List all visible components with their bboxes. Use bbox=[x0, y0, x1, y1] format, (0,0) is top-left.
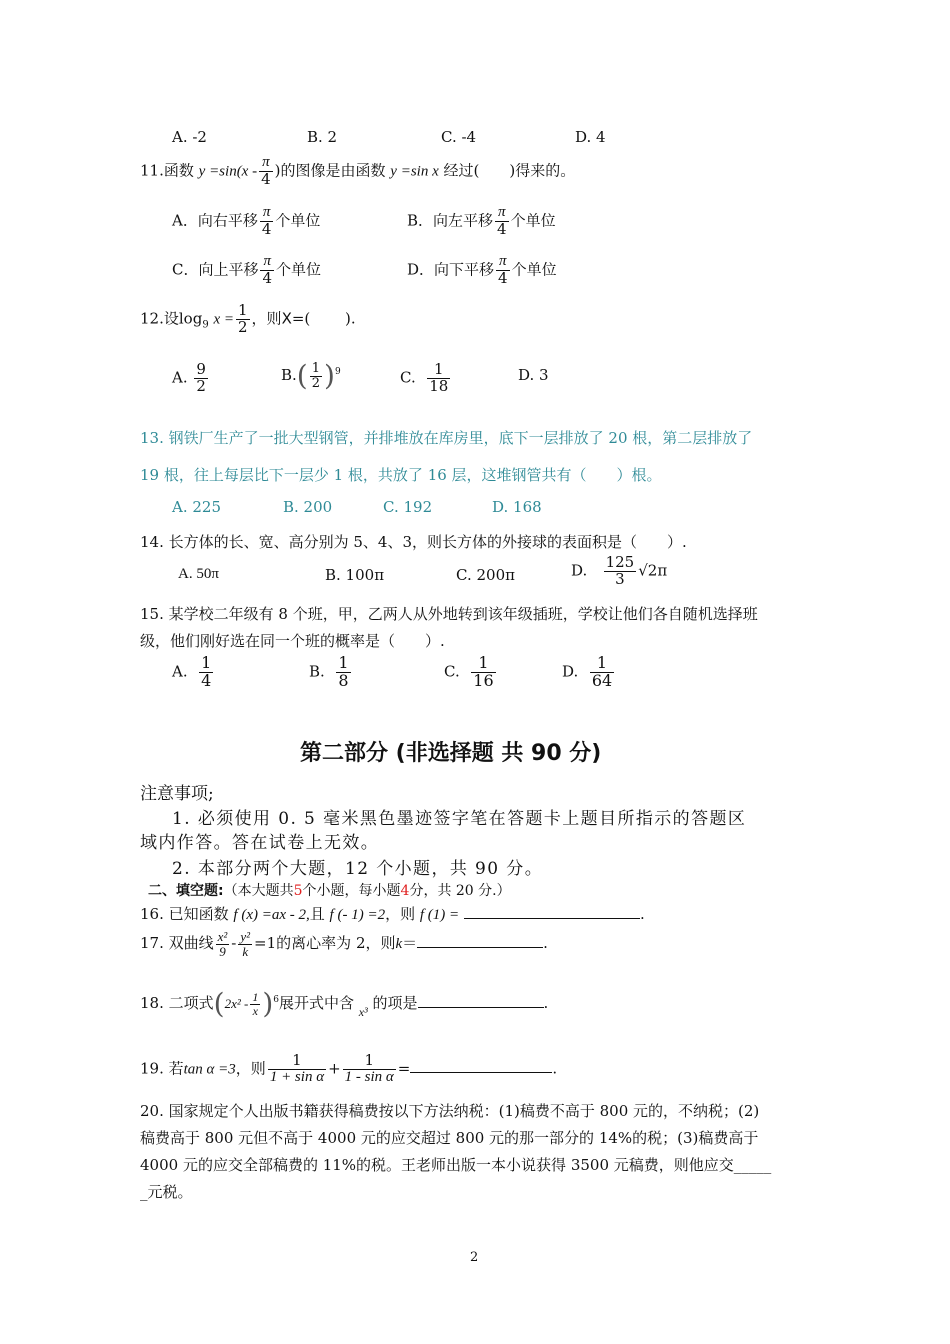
q11-d-unit: 个单位 bbox=[511, 260, 557, 279]
q13-option-b: B. 200 bbox=[283, 498, 333, 516]
q18-mid: 展开式中含 bbox=[278, 994, 354, 1012]
q11-b-den: 4 bbox=[497, 219, 507, 238]
q17-end: . bbox=[543, 934, 548, 953]
q13-line1: 13. 钢铁厂生产了一批大型钢管，并排堆放在库房里，底下一层排放了 20 根，第二层排放了 bbox=[140, 429, 753, 447]
q20-line2: 稿费高于 800 元但不高于 4000 元的应交超过 800 元的那一部分的 14%的税；(3)稿费高于 bbox=[140, 1129, 759, 1147]
q13-option-c: C. 192 bbox=[383, 498, 433, 516]
q16 bbox=[140, 903, 645, 924]
q13-line2: 19 根，往上每层比下一层少 1 根，共放了 16 层，这堆钢管共有（ ）根。 bbox=[140, 466, 662, 484]
q11-y-expression: y =sin(x - bbox=[198, 163, 258, 180]
q15-c-den: 16 bbox=[473, 670, 494, 690]
q19-num1: 1 bbox=[268, 1053, 326, 1070]
q11-text-mid: 的图像是由函数 bbox=[280, 161, 386, 180]
q11-y-sin: y =sin x bbox=[390, 163, 439, 180]
q14-option-a: A. 50π bbox=[178, 566, 219, 582]
q12-c-num: 1 bbox=[427, 362, 450, 379]
q15-line1: 15. 某学校二年级有 8 个班，甲，乙两人从外地转到该年级插班，学校让他们各自随机选择班 bbox=[140, 605, 758, 623]
q15-b-label: B. bbox=[309, 662, 325, 681]
q11-a-num: π bbox=[260, 205, 274, 222]
q19 bbox=[140, 1053, 557, 1086]
q14-option-d bbox=[571, 555, 667, 588]
q12-a-den: 2 bbox=[196, 376, 206, 395]
q17-answer-blank[interactable] bbox=[417, 933, 543, 948]
q10-option-a: A. -2 bbox=[172, 128, 207, 146]
q10-option-c: C. -4 bbox=[441, 128, 477, 146]
q10-option-d: D. 4 bbox=[575, 128, 606, 146]
q11-b-unit: 个单位 bbox=[510, 211, 556, 230]
q20-line3: 4000 元的应交全部稿费的 11%的税。王老师出版一本小说获得 3500 元稿费，则他应交_____ bbox=[140, 1156, 772, 1174]
q19-answer-blank[interactable] bbox=[410, 1058, 552, 1073]
q12-pre: 设 bbox=[163, 309, 179, 328]
q12-a-num: 9 bbox=[196, 360, 206, 378]
q15-line2: 级，他们刚好选在同一个班的概率是（ ）. bbox=[140, 632, 445, 650]
q12-b-den: 2 bbox=[311, 375, 321, 391]
section2-header bbox=[148, 880, 511, 900]
q18-pre: 18. 二项式 bbox=[140, 994, 214, 1012]
q18-exponent: 6 bbox=[273, 995, 279, 1005]
q15-option-b bbox=[309, 655, 353, 690]
q19-then: ，则 bbox=[235, 1059, 266, 1078]
q12-x-eq: x = bbox=[213, 311, 234, 328]
q11-frac-num: π bbox=[259, 155, 273, 172]
q18-one: 1 bbox=[252, 989, 259, 1004]
q11-option-c-text: C．向上平移 bbox=[172, 260, 259, 279]
q15-c-label: C. bbox=[444, 662, 460, 681]
q15-option-c bbox=[444, 655, 498, 690]
q15-c-num: 1 bbox=[471, 655, 495, 673]
q11-c-den: 4 bbox=[262, 268, 273, 287]
q12-option-b: B.( $\frac{1}{2}$ )$^9$ bbox=[281, 359, 341, 393]
section2-desc-pre: （本大题共 bbox=[223, 883, 294, 899]
q12-then: ，则 bbox=[251, 309, 282, 328]
q12-frac-den: 2 bbox=[238, 317, 248, 336]
q15-b-num: 1 bbox=[338, 653, 349, 672]
q11-option-a-text: A．向右平移 bbox=[172, 211, 258, 230]
q17-eq1: =1 bbox=[254, 934, 277, 953]
q11-c-unit: 个单位 bbox=[276, 260, 322, 279]
q14-d-den: 3 bbox=[615, 569, 625, 588]
q16-fneg1: f (- 1) =2 bbox=[329, 907, 386, 923]
q16-pre: 16. 已知函数 bbox=[140, 905, 229, 923]
q14-d-rest: √2π bbox=[638, 561, 668, 580]
q12-c-den: 18 bbox=[429, 376, 449, 395]
page-number: 2 bbox=[470, 1250, 479, 1265]
q16-then: ，则 bbox=[385, 905, 416, 923]
q16-answer-blank[interactable] bbox=[464, 904, 640, 919]
q19-den1: 1 + sin α bbox=[269, 1068, 325, 1085]
q17-eq: ＝ bbox=[402, 934, 418, 953]
q11-a-den: 4 bbox=[261, 219, 272, 238]
q11-frac-den: 4 bbox=[261, 169, 271, 188]
q12-b-num: 1 bbox=[311, 361, 321, 376]
q18-x: x bbox=[252, 1003, 258, 1018]
q14-option-c: C. 200π bbox=[456, 566, 515, 584]
q11-option-b bbox=[407, 205, 556, 238]
q12-option-a bbox=[172, 362, 210, 395]
q11-d-num: π bbox=[496, 254, 510, 271]
q12-log: log bbox=[178, 309, 203, 328]
q17-x2: x² bbox=[217, 929, 228, 944]
q18-post: 的项是 bbox=[372, 994, 418, 1012]
q11-d-den: 4 bbox=[498, 268, 508, 287]
q11-text-post: 经过( )得来的。 bbox=[443, 161, 576, 180]
q10-option-b: B. 2 bbox=[307, 128, 338, 146]
part2-title: 第二部分 (非选择题 共 90 分) bbox=[300, 741, 602, 766]
q15-d-den: 64 bbox=[591, 670, 613, 690]
q11-a-unit: 个单位 bbox=[275, 211, 321, 230]
q11-number: 11. bbox=[140, 161, 164, 180]
q14-d-num: 125 bbox=[605, 553, 635, 571]
q18-inner: 2x² - bbox=[224, 996, 249, 1011]
q19-pre: 19. 若 bbox=[140, 1059, 184, 1078]
section2-desc-mid: 个小题，每小题 bbox=[302, 883, 401, 899]
q16-f1: f (1) = bbox=[419, 907, 460, 923]
q12-stem bbox=[140, 303, 356, 336]
q15-b-den: 8 bbox=[338, 670, 349, 690]
section2-count: 5 bbox=[293, 883, 303, 899]
q12-c-label: C. bbox=[400, 368, 416, 387]
q17-nine: 9 bbox=[219, 943, 226, 959]
q11-fraction bbox=[259, 155, 273, 188]
q19-plus: + bbox=[328, 1059, 341, 1078]
q17-post: 的离心率为 2，则 bbox=[276, 934, 396, 953]
section2-desc-post: 分，共 20 分.） bbox=[409, 883, 511, 899]
q14-option-b: B. 100π bbox=[325, 566, 385, 584]
q18-x3: x³ bbox=[358, 1005, 368, 1019]
q12-b-label: B. bbox=[281, 366, 297, 385]
q12-b-exponent: 9 bbox=[334, 367, 341, 378]
q11-option-d-text: D．向下平移 bbox=[407, 260, 495, 279]
q12-log-base: 9 bbox=[202, 319, 209, 331]
notice-rule-1a: 1. 必须使用 0. 5 毫米黑色墨迹签字笔在答题卡上题目所指示的答题区 bbox=[172, 809, 747, 829]
q20-line1: 20. 国家规定个人出版书籍获得稿费按以下方法纳税：(1)稿费不高于 800 元的，不纳税；(2) bbox=[140, 1102, 760, 1120]
q11-c-num: π bbox=[260, 254, 274, 271]
q15-a-den: 4 bbox=[201, 670, 212, 690]
notice-label: 注意事项; bbox=[140, 784, 214, 804]
q11-b-num: π bbox=[495, 205, 509, 222]
q13-option-a: A. 225 bbox=[172, 498, 221, 516]
q19-den2: 1 - sin α bbox=[344, 1068, 394, 1085]
q11-option-b-text: B．向左平移 bbox=[407, 211, 494, 230]
q13-option-d: D. 168 bbox=[492, 498, 542, 516]
q15-a-num: 1 bbox=[201, 653, 212, 672]
q16-mid: 且 bbox=[309, 905, 325, 923]
q12-option-c bbox=[400, 362, 452, 395]
section2-label: 二、填空题: bbox=[148, 883, 224, 899]
q18: 18. 二项式(2x² - $\frac{1}{x}$ )$^6$展开式中含 $_{x^3}$ 的项是 . bbox=[140, 987, 549, 1020]
q20-line4: _元税。 bbox=[140, 1183, 193, 1201]
q14-stem: 14. 长方体的长、宽、高分别为 5、4、3，则长方体的外接球的表面积是（ ）. bbox=[140, 533, 687, 551]
q15-a-label: A. bbox=[172, 662, 188, 681]
q11-stem: 11.函数 y =sin(x - $\frac{\pi}{4}$ )的图像是由函数 y =sin x 经过( )得来的。 bbox=[140, 154, 576, 188]
q16-end: . bbox=[639, 905, 645, 923]
q16-fx: f (x) =ax - 2, bbox=[233, 907, 310, 923]
q18-end: . bbox=[543, 994, 549, 1012]
q12-number: 12. bbox=[140, 309, 164, 328]
q17-k: k bbox=[242, 943, 249, 959]
q12-post: =( ). bbox=[291, 309, 356, 328]
q17 bbox=[140, 930, 548, 958]
q15-option-a bbox=[172, 655, 215, 690]
q19-eq: = bbox=[397, 1059, 411, 1078]
q14-d-label: D. bbox=[571, 561, 588, 580]
q15-d-label: D. bbox=[562, 662, 579, 681]
q11-option-d bbox=[407, 254, 557, 287]
q19-tan: tan α =3 bbox=[183, 1061, 236, 1078]
q17-minus: - bbox=[231, 934, 237, 953]
q19-num2: 1 bbox=[343, 1053, 396, 1070]
q12-frac-num: 1 bbox=[238, 301, 248, 319]
q17-k2: k bbox=[395, 936, 403, 953]
q15-d-num: 1 bbox=[590, 655, 614, 673]
q11-option-c bbox=[172, 254, 321, 287]
q12-option-d: D. 3 bbox=[518, 366, 549, 384]
q17-y2: y² bbox=[240, 929, 251, 944]
section2-points: 4 bbox=[400, 883, 410, 899]
notice-rule-2: 2. 本部分两个大题，12 个小题，共 90 分。 bbox=[172, 859, 544, 879]
q17-pre: 17. 双曲线 bbox=[140, 934, 214, 953]
q11-text-pre: 函数 bbox=[163, 161, 194, 180]
q12-a-label: A. bbox=[172, 368, 188, 387]
q19-end: . bbox=[552, 1059, 558, 1078]
q11-option-a bbox=[172, 205, 320, 238]
notice-rule-1b: 域内作答。答在试卷上无效。 bbox=[140, 833, 380, 853]
q12-x: X bbox=[281, 309, 292, 328]
q18-answer-blank[interactable] bbox=[418, 993, 544, 1008]
q15-option-d bbox=[562, 655, 616, 690]
